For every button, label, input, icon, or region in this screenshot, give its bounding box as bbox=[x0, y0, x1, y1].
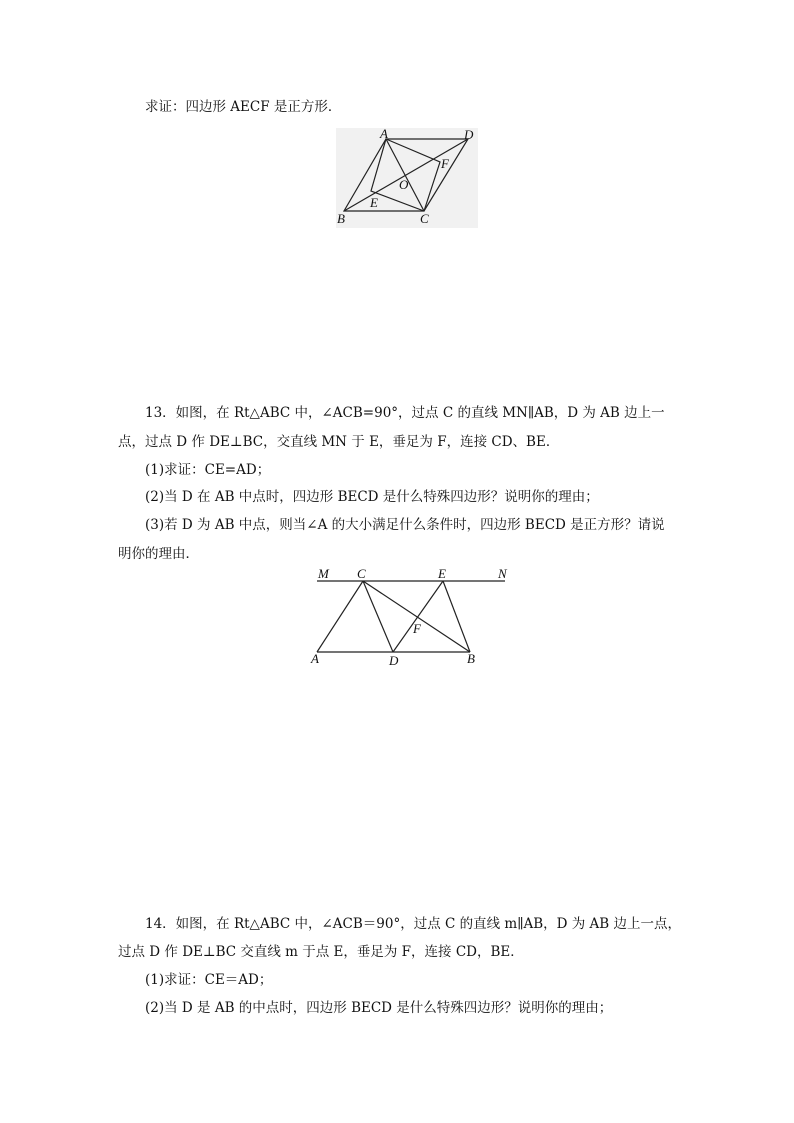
problem13-question1: (1)求证：CE=AD； bbox=[145, 462, 271, 478]
label-A: A bbox=[380, 128, 388, 141]
label-B: B bbox=[337, 211, 345, 226]
label-F: F bbox=[441, 156, 449, 171]
label-D: D bbox=[464, 128, 474, 142]
label-B: B bbox=[467, 651, 475, 666]
problem13-question3-cont: 明你的理由． bbox=[118, 546, 199, 562]
problem14-question2: (2)当 D 是 AB 的中点时，四边形 BECD 是什么特殊四边形？说明你的理由； bbox=[145, 1000, 613, 1016]
label-O: O bbox=[399, 177, 409, 192]
label-E: E bbox=[370, 195, 378, 210]
label-E: E bbox=[438, 566, 446, 581]
problem13-stem-line2: 点，过点 D 作 DE⊥BC，交直线 MN 于 E，垂足为 F，连接 CD、BE． bbox=[118, 434, 560, 450]
figure-rhombus-square bbox=[336, 128, 478, 228]
problem13-stem-line1: 13．如图，在 Rt△ABC 中，∠ACB=90°，过点 C 的直线 MN∥AB，D 为 AB 边上一 bbox=[145, 405, 665, 421]
problem14-stem-line1: 14．如图，在 Rt△ABC 中，∠ACB＝90°，过点 C 的直线 m∥AB，D 为 AB 边上一点， bbox=[145, 916, 681, 932]
problem13-question3: (3)若 D 为 AB 中点，则当∠A 的大小满足什么条件时，四边形 BECD 是正方形？请说 bbox=[145, 517, 665, 533]
label-D: D bbox=[389, 653, 399, 668]
label-F: F bbox=[413, 621, 421, 636]
problem14-stem-line2: 过点 D 作 DE⊥BC 交直线 m 于点 E，垂足为 F，连接 CD，BE． bbox=[118, 944, 524, 960]
label-C: C bbox=[357, 566, 366, 581]
label-C: C bbox=[420, 211, 429, 226]
figure-becd bbox=[305, 562, 520, 672]
label-N: N bbox=[498, 566, 507, 581]
label-M: M bbox=[318, 566, 329, 581]
problem13-question2: (2)当 D 在 AB 中点时，四边形 BECD 是什么特殊四边形？说明你的理由； bbox=[145, 489, 599, 505]
problem14-question1: (1)求证：CE＝AD； bbox=[145, 972, 273, 988]
prove-statement: 求证：四边形 AECF 是正方形． bbox=[145, 99, 342, 115]
label-A: A bbox=[311, 651, 319, 666]
